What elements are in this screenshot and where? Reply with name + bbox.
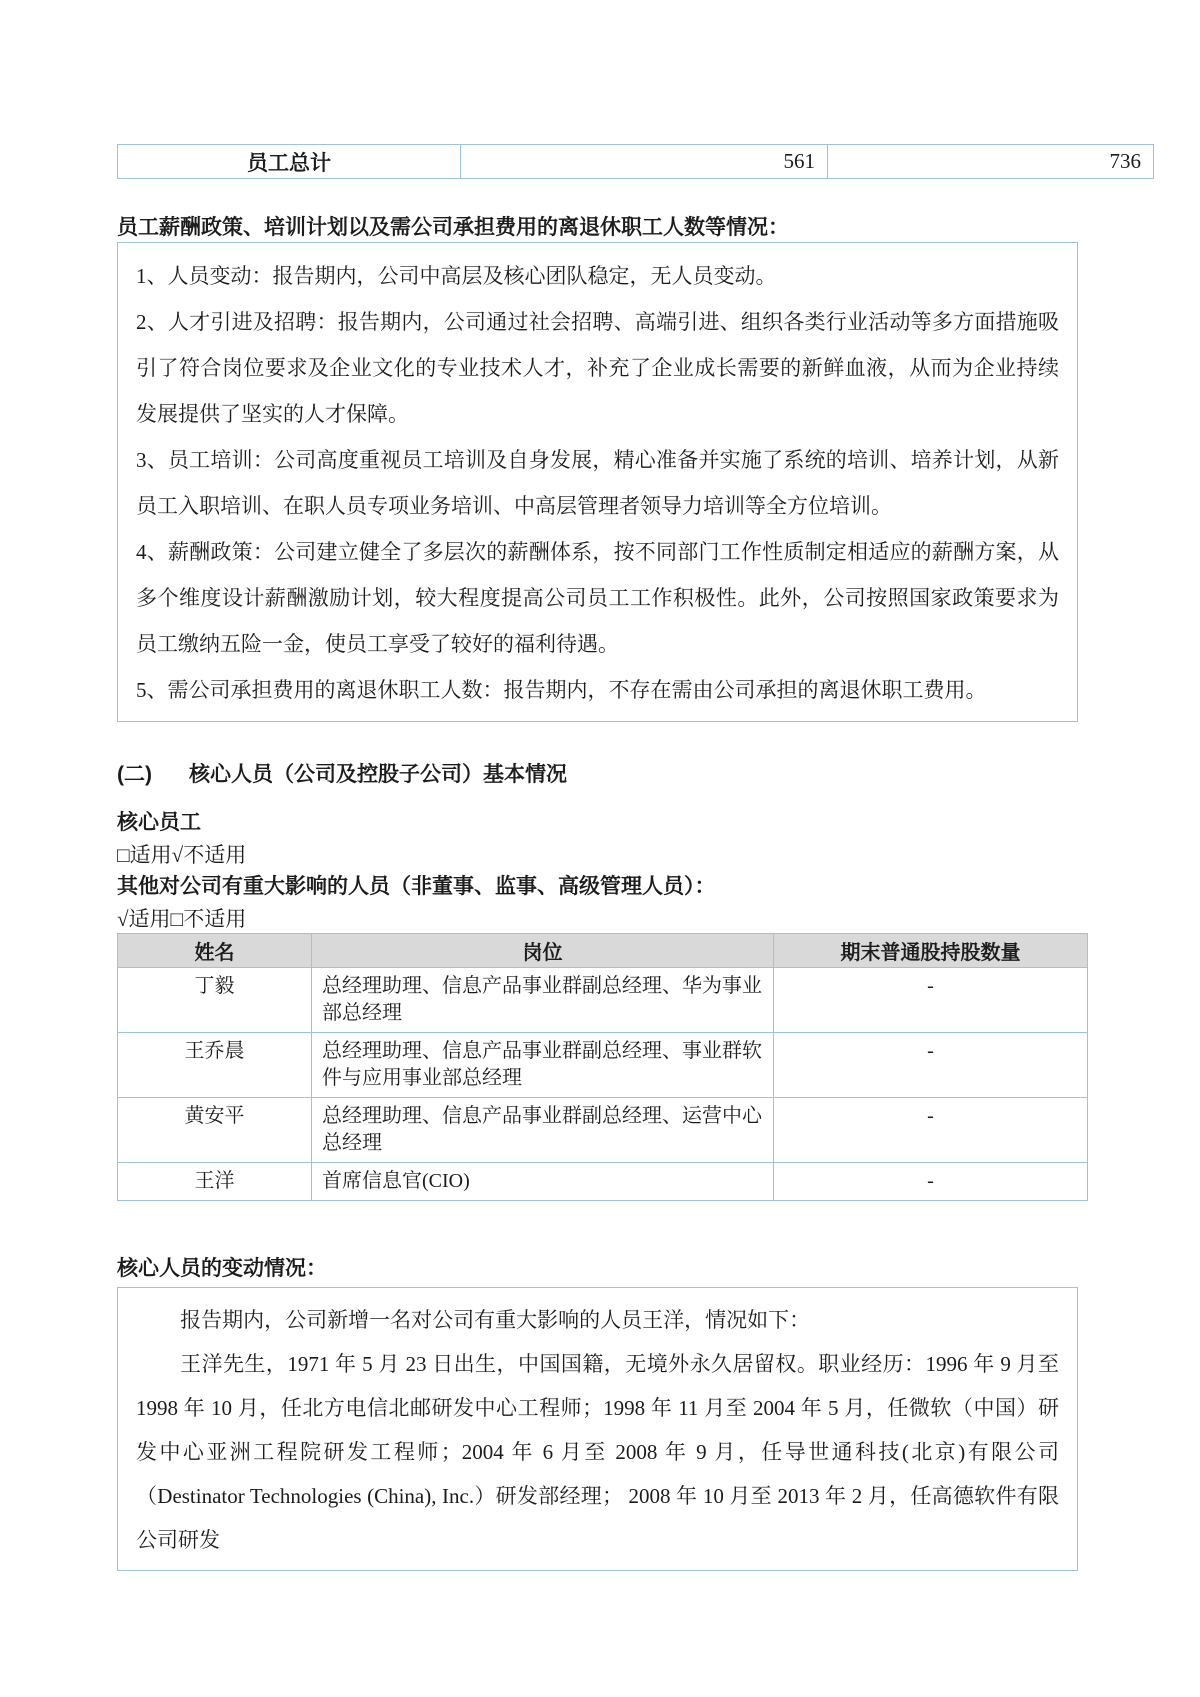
core-employee-applicability-checkboxes: □适用√不适用 bbox=[117, 843, 247, 867]
person-shares: - bbox=[774, 968, 1088, 1033]
header-name: 姓名 bbox=[118, 934, 312, 968]
table-row bbox=[118, 145, 1154, 179]
person-position: 总经理助理、信息产品事业群副总经理、运营中心总经理 bbox=[312, 1098, 774, 1163]
person-shares: - bbox=[774, 1163, 1088, 1201]
person-shares: - bbox=[774, 1033, 1088, 1098]
other-people-applicability-checkboxes: √适用□不适用 bbox=[117, 907, 247, 931]
header-shares: 期末普通股持股数量 bbox=[774, 934, 1088, 968]
salary-policy-heading: 员工薪酬政策、培训计划以及需公司承担费用的离退休职工人数等情况： bbox=[117, 216, 789, 239]
table-row bbox=[118, 1163, 1088, 1201]
policy-item-1: 1、人员变动：报告期内，公司中高层及核心团队稳定，无人员变动。 bbox=[136, 264, 777, 288]
other-influential-people-heading: 其他对公司有重大影响的人员（非董事、监事、高级管理人员）： bbox=[117, 875, 716, 898]
header-position: 岗位 bbox=[312, 934, 774, 968]
employee-total-table bbox=[117, 144, 1154, 179]
policy-item-4: 4、薪酬政策：公司建立健全了多层次的薪酬体系，按不同部门工作性质制定相适应的薪酬方案，从多个维度设计薪酬激励计划，较大程度提高公司员工工作积极性。此外，公司按照国家政策要求为员工缴纳五险一金，使员工享受了较好的福利待遇。 bbox=[136, 540, 1059, 656]
section-title: 核心人员（公司及控股子公司）基本情况 bbox=[189, 763, 567, 786]
employee-total-label: 员工总计 bbox=[118, 145, 461, 179]
person-name: 黄安平 bbox=[118, 1098, 312, 1163]
section-number: (二) bbox=[117, 763, 152, 786]
key-personnel-table bbox=[117, 933, 1088, 1201]
policy-item-3: 3、员工培训：公司高度重视员工培训及自身发展，精心准备并实施了系统的培训、培养计划，从新员工入职培训、在职人员专项业务培训、中高层管理者领导力培训等全方位培训。 bbox=[136, 448, 1059, 518]
employee-total-prior: 736 bbox=[828, 145, 1154, 179]
person-position: 总经理助理、信息产品事业群副总经理、事业群软件与应用事业部总经理 bbox=[312, 1033, 774, 1098]
core-employee-label: 核心员工 bbox=[117, 811, 201, 834]
change-paragraph-1: 报告期内，公司新增一名对公司有重大影响的人员王洋，情况如下： bbox=[180, 1308, 811, 1332]
person-position: 首席信息官(CIO) bbox=[312, 1163, 774, 1201]
person-position: 总经理助理、信息产品事业群副总经理、华为事业部总经理 bbox=[312, 968, 774, 1033]
core-section-heading bbox=[117, 758, 567, 788]
change-paragraph-2: 王洋先生，1971 年 5 月 23 日出生，中国国籍，无境外永久居留权。职业经历：1996 年 9 月至 1998 年 10 月，任北方电信北邮研发中心工程师；1998 年 11 月至 2004 年 5 月，任微软（中国）研发中心亚洲工程院研发工程师；2004 年 6 月至 2008 年 9 月，任导世通科技(北京)有限公司（Destinator Technologies (China), Inc.）研发部经理； 2008 年 10 月至 2013 年 2 月，任高德软件有限公司研发 bbox=[136, 1352, 1059, 1552]
table-row bbox=[118, 968, 1088, 1033]
person-name: 王乔晨 bbox=[118, 1033, 312, 1098]
person-name: 王洋 bbox=[118, 1163, 312, 1201]
table-header-row bbox=[118, 934, 1088, 968]
policy-item-5: 5、需公司承担费用的离退休职工人数：报告期内，不存在需由公司承担的离退休职工费用。 bbox=[136, 678, 987, 702]
person-shares: - bbox=[774, 1098, 1088, 1163]
policy-item-2: 2、人才引进及招聘：报告期内，公司通过社会招聘、高端引进、组织各类行业活动等多方面措施吸引了符合岗位要求及企业文化的专业技术人才，补充了企业成长需要的新鲜血液，从而为企业持续发展提供了坚实的人才保障。 bbox=[136, 310, 1059, 426]
personnel-change-heading: 核心人员的变动情况： bbox=[117, 1257, 327, 1280]
table-row bbox=[118, 1033, 1088, 1098]
personnel-change-box bbox=[117, 1287, 1078, 1571]
table-row bbox=[118, 1098, 1088, 1163]
person-name: 丁毅 bbox=[118, 968, 312, 1033]
core-employee-block bbox=[117, 807, 1078, 935]
salary-policy-box bbox=[117, 242, 1078, 722]
employee-total-current: 561 bbox=[461, 145, 828, 179]
